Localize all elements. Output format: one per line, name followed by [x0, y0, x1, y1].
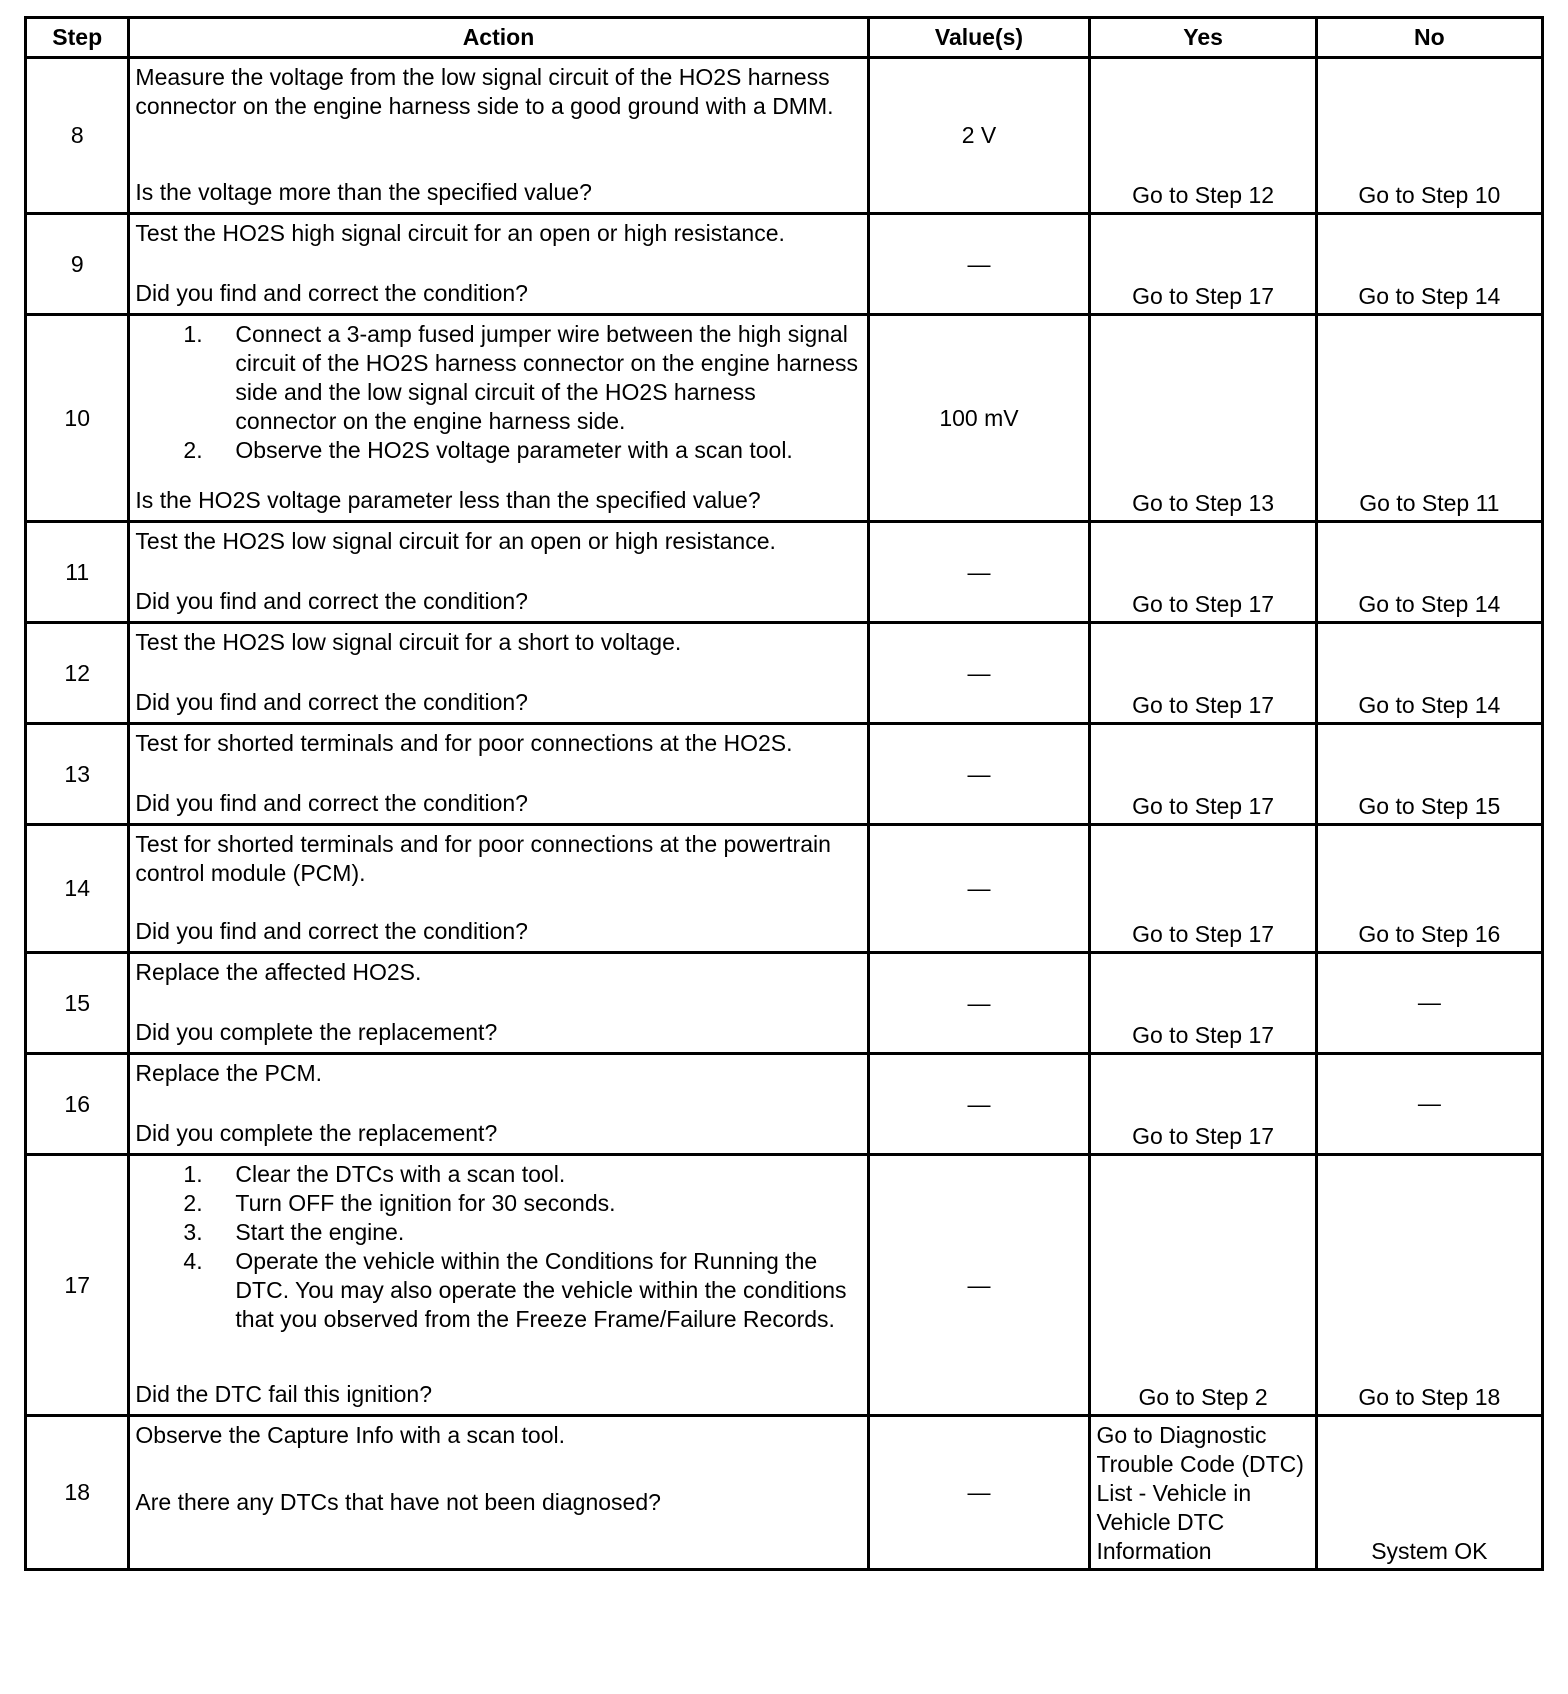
no-cell: Go to Step 14 [1316, 522, 1542, 623]
yes-cell: Go to Step 17 [1090, 623, 1316, 724]
list-item-text: Clear the DTCs with a scan tool. [235, 1161, 566, 1187]
action-question: Did you complete the replacement? [135, 1120, 498, 1146]
table-row [26, 1054, 1543, 1155]
list-item-text: Observe the HO2S voltage parameter with a scan tool. [235, 437, 793, 463]
action-cell [129, 214, 868, 315]
yes-cell: Go to Step 17 [1090, 522, 1316, 623]
yes-cell: Go to Step 13 [1090, 315, 1316, 522]
no-cell: Go to Step 10 [1316, 58, 1542, 214]
step-number: 11 [26, 522, 129, 623]
action-cell [129, 1155, 868, 1416]
action-instruction: Observe the Capture Info with a scan tool. [135, 1422, 565, 1448]
action-steps-list [135, 320, 862, 465]
step-number: 13 [26, 724, 129, 825]
yes-cell: Go to Step 2 [1090, 1155, 1316, 1416]
step-number: 12 [26, 623, 129, 724]
action-question: Is the HO2S voltage parameter less than the specified value? [135, 487, 761, 513]
table-row [26, 214, 1543, 315]
action-cell [129, 623, 868, 724]
step-number: 10 [26, 315, 129, 522]
table-row [26, 1155, 1543, 1416]
action-instruction: Test the HO2S high signal circuit for an open or high resistance. [135, 220, 785, 246]
action-steps-list [135, 1160, 862, 1334]
action-question: Did you find and correct the condition? [135, 918, 528, 944]
value-cell: — [868, 522, 1090, 623]
table-row [26, 522, 1543, 623]
list-item [135, 1247, 862, 1334]
action-instruction: Measure the voltage from the low signal circuit of the HO2S harness connector on the engine harness side to a good ground with a DMM. [135, 64, 834, 119]
list-item [135, 1218, 862, 1247]
yes-cell: Go to Step 17 [1090, 724, 1316, 825]
action-instruction: Test for shorted terminals and for poor connections at the HO2S. [135, 730, 793, 756]
step-number: 8 [26, 58, 129, 214]
list-item-text: Operate the vehicle within the Conditions for Running the DTC. You may also operate the vehicle within the conditions that you observed from the Freeze Frame/Failure Records. [235, 1248, 847, 1332]
step-number: 14 [26, 825, 129, 953]
no-cell: Go to Step 16 [1316, 825, 1542, 953]
list-item-number: 4. [183, 1248, 203, 1274]
value-cell: 2 V [868, 58, 1090, 214]
header-step: Step [26, 18, 129, 58]
value-cell: — [868, 1155, 1090, 1416]
value-cell: 100 mV [868, 315, 1090, 522]
list-item-text: Turn OFF the ignition for 30 seconds. [235, 1190, 616, 1216]
yes-cell: Go to Step 17 [1090, 953, 1316, 1054]
table-header-row [26, 18, 1543, 58]
diagnostic-table [24, 16, 1544, 1571]
step-number: 18 [26, 1416, 129, 1570]
no-cell: Go to Step 14 [1316, 214, 1542, 315]
header-action: Action [129, 18, 868, 58]
step-number: 15 [26, 953, 129, 1054]
action-cell [129, 953, 868, 1054]
yes-cell: Go to Step 12 [1090, 58, 1316, 214]
action-cell [129, 1054, 868, 1155]
no-cell: — [1316, 953, 1542, 1054]
action-instruction: Test the HO2S low signal circuit for an open or high resistance. [135, 528, 776, 554]
no-cell: Go to Step 11 [1316, 315, 1542, 522]
action-question: Did you find and correct the condition? [135, 689, 528, 715]
table-row [26, 953, 1543, 1054]
table-row [26, 315, 1543, 522]
list-item [135, 1189, 862, 1218]
action-instruction: Test the HO2S low signal circuit for a short to voltage. [135, 629, 682, 655]
value-cell: — [868, 825, 1090, 953]
action-cell [129, 825, 868, 953]
action-instruction: Replace the PCM. [135, 1060, 323, 1086]
action-question: Did you complete the replacement? [135, 1019, 498, 1045]
action-question: Are there any DTCs that have not been diagnosed? [135, 1489, 661, 1515]
action-cell [129, 724, 868, 825]
no-cell: Go to Step 14 [1316, 623, 1542, 724]
value-cell: — [868, 1054, 1090, 1155]
table-row [26, 623, 1543, 724]
action-cell [129, 1416, 868, 1570]
action-question: Did you find and correct the condition? [135, 280, 528, 306]
list-item-number: 1. [183, 321, 203, 347]
header-no: No [1316, 18, 1542, 58]
value-cell: — [868, 623, 1090, 724]
step-number: 17 [26, 1155, 129, 1416]
list-item [135, 1160, 862, 1189]
action-cell [129, 522, 868, 623]
list-item-number: 2. [183, 437, 203, 463]
list-item-number: 1. [183, 1161, 203, 1187]
no-cell: — [1316, 1054, 1542, 1155]
value-cell: — [868, 953, 1090, 1054]
action-question: Did you find and correct the condition? [135, 588, 528, 614]
value-cell: — [868, 724, 1090, 825]
header-yes: Yes [1090, 18, 1316, 58]
yes-cell: Go to Diagnostic Trouble Code (DTC) List - Vehicle in Vehicle DTC Information [1090, 1416, 1316, 1570]
action-question: Did you find and correct the condition? [135, 790, 528, 816]
action-instruction: Replace the affected HO2S. [135, 959, 422, 985]
action-instruction: Test for shorted terminals and for poor connections at the powertrain control module (PCM). [135, 831, 831, 886]
list-item-number: 3. [183, 1219, 203, 1245]
no-cell: System OK [1316, 1416, 1542, 1570]
no-cell: Go to Step 15 [1316, 724, 1542, 825]
list-item [135, 436, 862, 465]
yes-cell: Go to Step 17 [1090, 214, 1316, 315]
list-item [135, 320, 862, 436]
list-item-number: 2. [183, 1190, 203, 1216]
action-cell [129, 58, 868, 214]
action-question: Is the voltage more than the specified value? [135, 179, 592, 205]
step-number: 9 [26, 214, 129, 315]
list-item-text: Start the engine. [235, 1219, 405, 1245]
no-cell: Go to Step 18 [1316, 1155, 1542, 1416]
value-cell: — [868, 214, 1090, 315]
action-question: Did the DTC fail this ignition? [135, 1381, 432, 1407]
value-cell: — [868, 1416, 1090, 1570]
table-row [26, 58, 1543, 214]
table-row [26, 825, 1543, 953]
table-row [26, 724, 1543, 825]
list-item-text: Connect a 3-amp fused jumper wire between the high signal circuit of the HO2S harness connector on the engine harness side and the low signal circuit of the HO2S harness connector on the engine harness side. [235, 321, 859, 434]
action-cell [129, 315, 868, 522]
step-number: 16 [26, 1054, 129, 1155]
yes-cell: Go to Step 17 [1090, 1054, 1316, 1155]
yes-cell: Go to Step 17 [1090, 825, 1316, 953]
header-values: Value(s) [868, 18, 1090, 58]
table-row [26, 1416, 1543, 1570]
